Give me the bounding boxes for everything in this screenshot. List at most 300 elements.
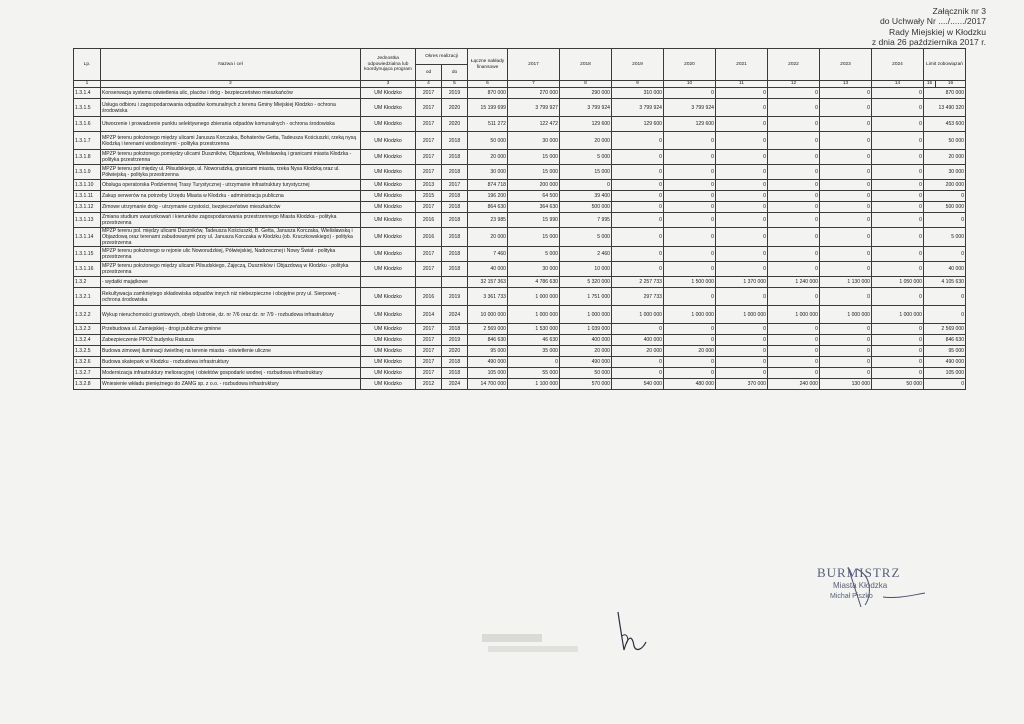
row-from: 2017 <box>416 346 442 357</box>
row-year-value: 35 000 <box>508 346 560 357</box>
row-year-value: 540 000 <box>612 379 664 390</box>
row-unit: UM Kłodzko <box>361 324 416 335</box>
faint-stamp-icon <box>478 630 598 658</box>
row-unit: UM Kłodzko <box>361 213 416 228</box>
row-total: 10 000 000 <box>468 306 508 324</box>
row-total: 864 630 <box>468 202 508 213</box>
table-row <box>74 191 966 202</box>
table-row <box>74 357 966 368</box>
row-total: 196 200 <box>468 191 508 202</box>
row-from: 2016 <box>416 228 442 247</box>
row-lp: 1.3.2.4 <box>74 335 101 346</box>
row-year-value: 0 <box>820 180 872 191</box>
row-year-value: 0 <box>820 202 872 213</box>
row-year-value: 0 <box>664 180 716 191</box>
header-2024: 2024 <box>872 49 924 81</box>
table-row <box>74 306 966 324</box>
row-name: Zimowe utrzymanie dróg - utrzymanie czystości, bezpieczeństwo mieszkańców <box>101 202 361 213</box>
row-year-value: 310 000 <box>612 88 664 99</box>
row-year-value: 0 <box>664 191 716 202</box>
row-year-value: 46 630 <box>508 335 560 346</box>
row-total: 23 985 <box>468 213 508 228</box>
row-to: 2017 <box>442 180 468 191</box>
row-name: MPZP terenu położonego pomiędzy ulicami Duszników, Objazdową, Wielisławską i granicami miasta Kłodzka - polityka przestrzenna <box>101 150 361 165</box>
row-year-value: 0 <box>872 247 924 262</box>
row-limit: 200 000 <box>924 180 966 191</box>
row-year-value: 1 000 000 <box>508 288 560 306</box>
row-from: 2017 <box>416 262 442 277</box>
row-year-value: 0 <box>768 247 820 262</box>
row-year-value: 0 <box>820 88 872 99</box>
row-year-value: 0 <box>612 132 664 150</box>
table-row <box>74 99 966 117</box>
column-number: 16 <box>936 81 966 88</box>
row-from: 2017 <box>416 99 442 117</box>
row-to: 2018 <box>442 368 468 379</box>
row-to: 2018 <box>442 191 468 202</box>
row-year-value: 0 <box>664 288 716 306</box>
row-unit: UM Kłodzko <box>361 150 416 165</box>
row-limit: 2 569 000 <box>924 324 966 335</box>
row-total: 15 199 699 <box>468 99 508 117</box>
row-to: 2024 <box>442 306 468 324</box>
table-row <box>74 117 966 132</box>
row-name: Zakup serwerów na potrzeby Urzędu Miasta w Kłodzku - administracja publiczna <box>101 191 361 202</box>
row-to: 2018 <box>442 165 468 180</box>
row-year-value: 5 320 000 <box>560 277 612 288</box>
row-lp: 1.3.2.3 <box>74 324 101 335</box>
row-year-value: 0 <box>820 228 872 247</box>
column-number: 4 <box>416 81 442 88</box>
row-year-value: 0 <box>768 262 820 277</box>
header-to: do <box>442 65 468 81</box>
row-year-value: 3 799 924 <box>612 99 664 117</box>
row-year-value: 200 000 <box>508 180 560 191</box>
column-number: 3 <box>361 81 416 88</box>
row-year-value: 0 <box>664 132 716 150</box>
row-lp: 1.3.2.8 <box>74 379 101 390</box>
table-row <box>74 277 966 288</box>
row-year-value: 0 <box>820 191 872 202</box>
row-year-value: 364 630 <box>508 202 560 213</box>
header-period: Okres realizacji <box>416 49 468 65</box>
table-row <box>74 368 966 379</box>
row-from: 2017 <box>416 357 442 368</box>
row-name: Budowa zimowej iluminacji świetlnej na terenie miasta - oświetlenie uliczne <box>101 346 361 357</box>
row-year-value: 0 <box>716 368 768 379</box>
row-name: Przebudowa ul. Zamiejskiej - drogi publiczne gminne <box>101 324 361 335</box>
row-year-value: 0 <box>508 357 560 368</box>
row-year-value: 0 <box>820 262 872 277</box>
row-from: 2017 <box>416 117 442 132</box>
row-year-value: 0 <box>768 132 820 150</box>
row-lp: 1.3.1.15 <box>74 247 101 262</box>
row-to: 2020 <box>442 99 468 117</box>
document-date: z dnia 26 października 2017 r. <box>871 37 986 48</box>
table-row <box>74 180 966 191</box>
row-year-value: 20 000 <box>560 346 612 357</box>
row-year-value: 0 <box>768 213 820 228</box>
table-row <box>74 202 966 213</box>
row-limit: 0 <box>924 191 966 202</box>
row-year-value: 0 <box>872 368 924 379</box>
column-number: 2 <box>101 81 361 88</box>
signature <box>612 606 652 661</box>
row-limit: 105 000 <box>924 368 966 379</box>
row-year-value: 0 <box>820 150 872 165</box>
table-row <box>74 213 966 228</box>
row-total: 3 361 733 <box>468 288 508 306</box>
row-lp: 1.3.1.14 <box>74 228 101 247</box>
row-to: 2020 <box>442 346 468 357</box>
row-year-value: 1 000 000 <box>560 306 612 324</box>
row-total: 511 272 <box>468 117 508 132</box>
row-year-value: 20 000 <box>664 346 716 357</box>
row-from: 2013 <box>416 180 442 191</box>
row-year-value: 0 <box>872 191 924 202</box>
row-unit: UM Kłodzko <box>361 202 416 213</box>
row-year-value: 0 <box>872 324 924 335</box>
row-year-value: 2 257 733 <box>612 277 664 288</box>
row-name: MPZP terenu pol między ul. Piłsudskiego, ul. Noworudzką, granicami miasta, rzeka Nysa Kłodzką oraz ul. Półwiejską - polityka przestrzenna <box>101 165 361 180</box>
row-year-value: 1 000 000 <box>872 306 924 324</box>
row-name: MPZP terenu położonego między ulicami Piłsudskiego, Zajęczą, Duszników i Objazdową w Kłodzku - polityka przestrzenna <box>101 262 361 277</box>
row-total: 7 460 <box>468 247 508 262</box>
table-row <box>74 88 966 99</box>
column-number: 8 <box>560 81 612 88</box>
row-year-value: 0 <box>612 247 664 262</box>
row-limit: 30 000 <box>924 165 966 180</box>
table-row <box>74 262 966 277</box>
row-unit: UM Kłodzko <box>361 335 416 346</box>
row-year-value: 20 000 <box>612 346 664 357</box>
row-year-value: 0 <box>716 88 768 99</box>
header-limit: Limit zobowiązań <box>924 49 966 81</box>
stamp-person: Michał Piszko <box>830 593 873 600</box>
row-to: 2020 <box>442 117 468 132</box>
row-year-value: 55 000 <box>508 368 560 379</box>
row-year-value: 1 000 000 <box>508 306 560 324</box>
row-year-value: 20 000 <box>560 132 612 150</box>
column-number: 5 <box>442 81 468 88</box>
row-year-value: 1 130 000 <box>820 277 872 288</box>
row-year-value: 2 460 <box>560 247 612 262</box>
row-year-value: 30 000 <box>508 132 560 150</box>
row-name: MPZP terenu pol. między ulicami Duszników, Tadeusza Kościuszki, B. Getta, Janusza Korczaka, Wielisławską i Objazdową oraz terenami zabudowanymi przy ul. Janusza Korczaka w Kłodzku (ob. Kruczkowskiego) - polityka przestrzenna <box>101 228 361 247</box>
row-year-value: 0 <box>612 191 664 202</box>
row-year-value: 0 <box>716 165 768 180</box>
header-2022: 2022 <box>768 49 820 81</box>
row-to: 2024 <box>442 379 468 390</box>
row-limit: 0 <box>924 306 966 324</box>
row-year-value: 0 <box>820 288 872 306</box>
row-unit: UM Kłodzko <box>361 88 416 99</box>
row-year-value: 0 <box>612 368 664 379</box>
row-year-value: 0 <box>820 165 872 180</box>
row-year-value: 0 <box>664 324 716 335</box>
row-year-value: 0 <box>768 180 820 191</box>
row-year-value: 0 <box>664 335 716 346</box>
row-to: 2018 <box>442 262 468 277</box>
row-year-value: 0 <box>716 99 768 117</box>
row-limit: 453 600 <box>924 117 966 132</box>
row-year-value: 0 <box>716 202 768 213</box>
row-name: MPZP terenu położonego w rejonie ulic Noworudzkiej, Półwiejskiej, Nadrzecznej i Nowy Świat - polityka przestrzenna <box>101 247 361 262</box>
row-unit: UM Kłodzko <box>361 346 416 357</box>
row-year-value: 0 <box>872 262 924 277</box>
row-limit: 20 000 <box>924 150 966 165</box>
row-unit <box>361 277 416 288</box>
row-year-value: 15 000 <box>560 165 612 180</box>
row-year-value: 39 400 <box>560 191 612 202</box>
row-year-value: 1 500 000 <box>664 277 716 288</box>
row-year-value: 1 039 000 <box>560 324 612 335</box>
row-year-value: 4 786 630 <box>508 277 560 288</box>
header-2017: 2017 <box>508 49 560 81</box>
row-limit: 95 000 <box>924 346 966 357</box>
row-year-value: 0 <box>716 357 768 368</box>
row-year-value: 7 995 <box>560 213 612 228</box>
row-year-value: 0 <box>768 150 820 165</box>
header-2023: 2023 <box>820 49 872 81</box>
financial-table <box>73 48 966 390</box>
column-number: 7 <box>508 81 560 88</box>
row-name: Rekultywacja zamkniętego składowiska odpadów innych niż niebezpieczne i obojętne przy ul. Sierpowej - ochrona środowiska <box>101 288 361 306</box>
row-year-value: 0 <box>612 357 664 368</box>
row-name: Konserwacja systemu oświetlenia ulic, placów i dróg - bezpieczeństwo mieszkańców <box>101 88 361 99</box>
row-year-value: 0 <box>664 228 716 247</box>
row-unit: UM Kłodzko <box>361 379 416 390</box>
header-lp: Lp. <box>74 49 101 81</box>
row-limit: 0 <box>924 379 966 390</box>
header-costs: Łączne nakłady finansowe <box>468 49 508 81</box>
row-year-value: 0 <box>872 335 924 346</box>
row-year-value: 0 <box>612 213 664 228</box>
row-from: 2017 <box>416 88 442 99</box>
row-year-value: 0 <box>612 324 664 335</box>
table-row <box>74 335 966 346</box>
row-year-value: 0 <box>768 368 820 379</box>
row-year-value: 270 000 <box>508 88 560 99</box>
row-year-value: 0 <box>768 202 820 213</box>
row-limit: 500 000 <box>924 202 966 213</box>
row-lp: 1.3.1.4 <box>74 88 101 99</box>
row-limit: 13 490 320 <box>924 99 966 117</box>
table-body <box>74 88 966 390</box>
row-unit: UM Kłodzko <box>361 180 416 191</box>
faint-stamp-mark <box>478 630 598 660</box>
row-year-value: 1 000 000 <box>716 306 768 324</box>
row-year-value: 0 <box>872 180 924 191</box>
row-from: 2016 <box>416 213 442 228</box>
column-number: 10 <box>664 81 716 88</box>
row-year-value: 50 000 <box>872 379 924 390</box>
table-row <box>74 288 966 306</box>
row-name: Usługa odbioru i zagospodarowania odpadów komunalnych z terenu Gminy Miejskiej Kłodzko - ochrona środowiska <box>101 99 361 117</box>
row-year-value: 64 500 <box>508 191 560 202</box>
row-name: MPZP terenu położonego między ulicami Janusza Korczaka, Bohaterów Getta, Tadeusza Kościuszki, rzeką nysą Kłodzką i terenami wodonośnymi - polityka przestrzenna <box>101 132 361 150</box>
row-year-value: 129 600 <box>664 117 716 132</box>
row-total: 20 000 <box>468 228 508 247</box>
row-year-value: 1 000 000 <box>768 306 820 324</box>
row-year-value: 1 100 000 <box>508 379 560 390</box>
column-number: 1 <box>74 81 101 88</box>
row-year-value: 290 000 <box>560 88 612 99</box>
row-year-value: 0 <box>716 346 768 357</box>
row-year-value: 0 <box>872 346 924 357</box>
row-year-value: 0 <box>716 132 768 150</box>
row-limit: 870 000 <box>924 88 966 99</box>
row-lp: 1.3.2.6 <box>74 357 101 368</box>
header-2020: 2020 <box>664 49 716 81</box>
row-total: 30 000 <box>468 165 508 180</box>
row-year-value: 5 000 <box>560 150 612 165</box>
row-total: 50 000 <box>468 132 508 150</box>
row-year-value: 297 733 <box>612 288 664 306</box>
row-unit: UM Kłodzko <box>361 165 416 180</box>
row-year-value: 0 <box>872 99 924 117</box>
row-year-value: 0 <box>872 132 924 150</box>
row-year-value: 0 <box>664 247 716 262</box>
row-to: 2018 <box>442 202 468 213</box>
row-year-value: 480 000 <box>664 379 716 390</box>
row-to: 2018 <box>442 228 468 247</box>
row-name: Wniesienie wkładu pieniężnego do ZAMG sp. z o.o. - rozbudowa infrastruktury <box>101 379 361 390</box>
row-year-value: 0 <box>716 262 768 277</box>
row-to <box>442 277 468 288</box>
row-year-value: 1 530 000 <box>508 324 560 335</box>
row-name: - wydatki majątkowe <box>101 277 361 288</box>
column-number: 14 <box>872 81 924 88</box>
row-year-value: 0 <box>768 288 820 306</box>
signature-scribble-icon <box>612 606 652 656</box>
row-unit: UM Kłodzko <box>361 228 416 247</box>
header-2018: 2018 <box>560 49 612 81</box>
row-unit: UM Kłodzko <box>361 288 416 306</box>
row-year-value: 500 000 <box>560 202 612 213</box>
row-year-value: 15 000 <box>508 150 560 165</box>
table-row <box>74 247 966 262</box>
row-to: 2019 <box>442 88 468 99</box>
row-name: Modernizacja infrastruktury melioracyjnej i obiektów gospodarki wodnej - rozbudowa infrastruktury <box>101 368 361 379</box>
row-lp: 1.3.2.1 <box>74 288 101 306</box>
row-name: Zmiana studium uwarunkowań i kierunków zagospodarowania przestrzennego Miasta Kłodzka - polityka przestrzenna <box>101 213 361 228</box>
row-from: 2017 <box>416 247 442 262</box>
row-year-value: 129 600 <box>612 117 664 132</box>
row-unit: UM Kłodzko <box>361 357 416 368</box>
row-year-value: 0 <box>716 191 768 202</box>
row-year-value: 0 <box>716 150 768 165</box>
row-year-value: 0 <box>716 324 768 335</box>
row-year-value: 0 <box>768 228 820 247</box>
row-year-value: 15 990 <box>508 213 560 228</box>
row-year-value: 0 <box>664 150 716 165</box>
row-limit: 4 105 630 <box>924 277 966 288</box>
row-lp: 1.3.1.13 <box>74 213 101 228</box>
row-year-value: 0 <box>664 202 716 213</box>
column-number: 9 <box>612 81 664 88</box>
row-year-value: 0 <box>768 324 820 335</box>
row-name: Obsługa operatorska Podziemnej Trasy Turystycznej - utrzymanie infrastruktury turystycznej <box>101 180 361 191</box>
row-year-value: 1 240 000 <box>768 277 820 288</box>
row-year-value: 0 <box>612 165 664 180</box>
column-number: 12 <box>768 81 820 88</box>
row-year-value: 0 <box>820 117 872 132</box>
row-year-value: 50 000 <box>560 368 612 379</box>
row-year-value: 0 <box>664 88 716 99</box>
header-2019: 2019 <box>612 49 664 81</box>
row-year-value: 15 000 <box>508 228 560 247</box>
row-from: 2017 <box>416 335 442 346</box>
row-year-value: 5 000 <box>560 228 612 247</box>
row-year-value: 0 <box>716 335 768 346</box>
row-name: Budowa skatepark w Kłodzku - rozbudowa infrastruktury <box>101 357 361 368</box>
row-year-value: 240 000 <box>768 379 820 390</box>
row-year-value: 0 <box>872 88 924 99</box>
row-year-value: 0 <box>820 247 872 262</box>
row-year-value: 122 472 <box>508 117 560 132</box>
row-year-value: 15 000 <box>508 165 560 180</box>
column-number: 13 <box>820 81 872 88</box>
row-year-value: 0 <box>664 213 716 228</box>
row-year-value: 0 <box>820 132 872 150</box>
row-year-value: 3 799 927 <box>508 99 560 117</box>
row-total: 20 000 <box>468 150 508 165</box>
row-from: 2015 <box>416 191 442 202</box>
row-year-value: 0 <box>768 88 820 99</box>
row-year-value: 0 <box>768 335 820 346</box>
row-year-value: 1 751 000 <box>560 288 612 306</box>
row-year-value: 0 <box>768 165 820 180</box>
row-to: 2018 <box>442 132 468 150</box>
row-from: 2017 <box>416 165 442 180</box>
row-year-value: 0 <box>820 346 872 357</box>
row-lp: 1.3.1.8 <box>74 150 101 165</box>
row-year-value: 0 <box>872 288 924 306</box>
row-total: 14 700 000 <box>468 379 508 390</box>
row-unit: UM Kłodzko <box>361 191 416 202</box>
header-unit: Jednostka odpowiedzialna lub koordynująca program <box>361 49 416 81</box>
row-year-value: 3 799 924 <box>664 99 716 117</box>
row-lp: 1.3.1.9 <box>74 165 101 180</box>
row-year-value: 0 <box>716 228 768 247</box>
row-name: Wykup nieruchomości gruntowych, obręb Ustronie, dz. nr 7/6 oraz dz. nr 7/9 - rozbudowa infrastruktury <box>101 306 361 324</box>
resolution-reference: do Uchwały Nr ..../....../2017 <box>879 16 986 27</box>
row-total: 105 000 <box>468 368 508 379</box>
row-lp: 1.3.2.5 <box>74 346 101 357</box>
row-year-value: 400 000 <box>560 335 612 346</box>
row-year-value: 0 <box>768 117 820 132</box>
row-unit: UM Kłodzko <box>361 132 416 150</box>
row-year-value: 570 000 <box>560 379 612 390</box>
row-to: 2018 <box>442 357 468 368</box>
table-row <box>74 228 966 247</box>
row-lp: 1.3.2.7 <box>74 368 101 379</box>
row-year-value: 0 <box>716 180 768 191</box>
row-year-value: 1 050 000 <box>872 277 924 288</box>
row-limit: 5 000 <box>924 228 966 247</box>
row-name: Zabezpieczenie PPOŻ budynku Ratusza <box>101 335 361 346</box>
stamp-office: Miasta Kłodzka <box>833 581 888 590</box>
row-total: 490 000 <box>468 357 508 368</box>
row-from: 2017 <box>416 202 442 213</box>
row-total: 40 000 <box>468 262 508 277</box>
row-year-value: 0 <box>560 180 612 191</box>
table-row <box>74 132 966 150</box>
row-year-value: 0 <box>664 357 716 368</box>
row-from <box>416 277 442 288</box>
attachment-number: Załącznik nr 3 <box>932 6 986 16</box>
